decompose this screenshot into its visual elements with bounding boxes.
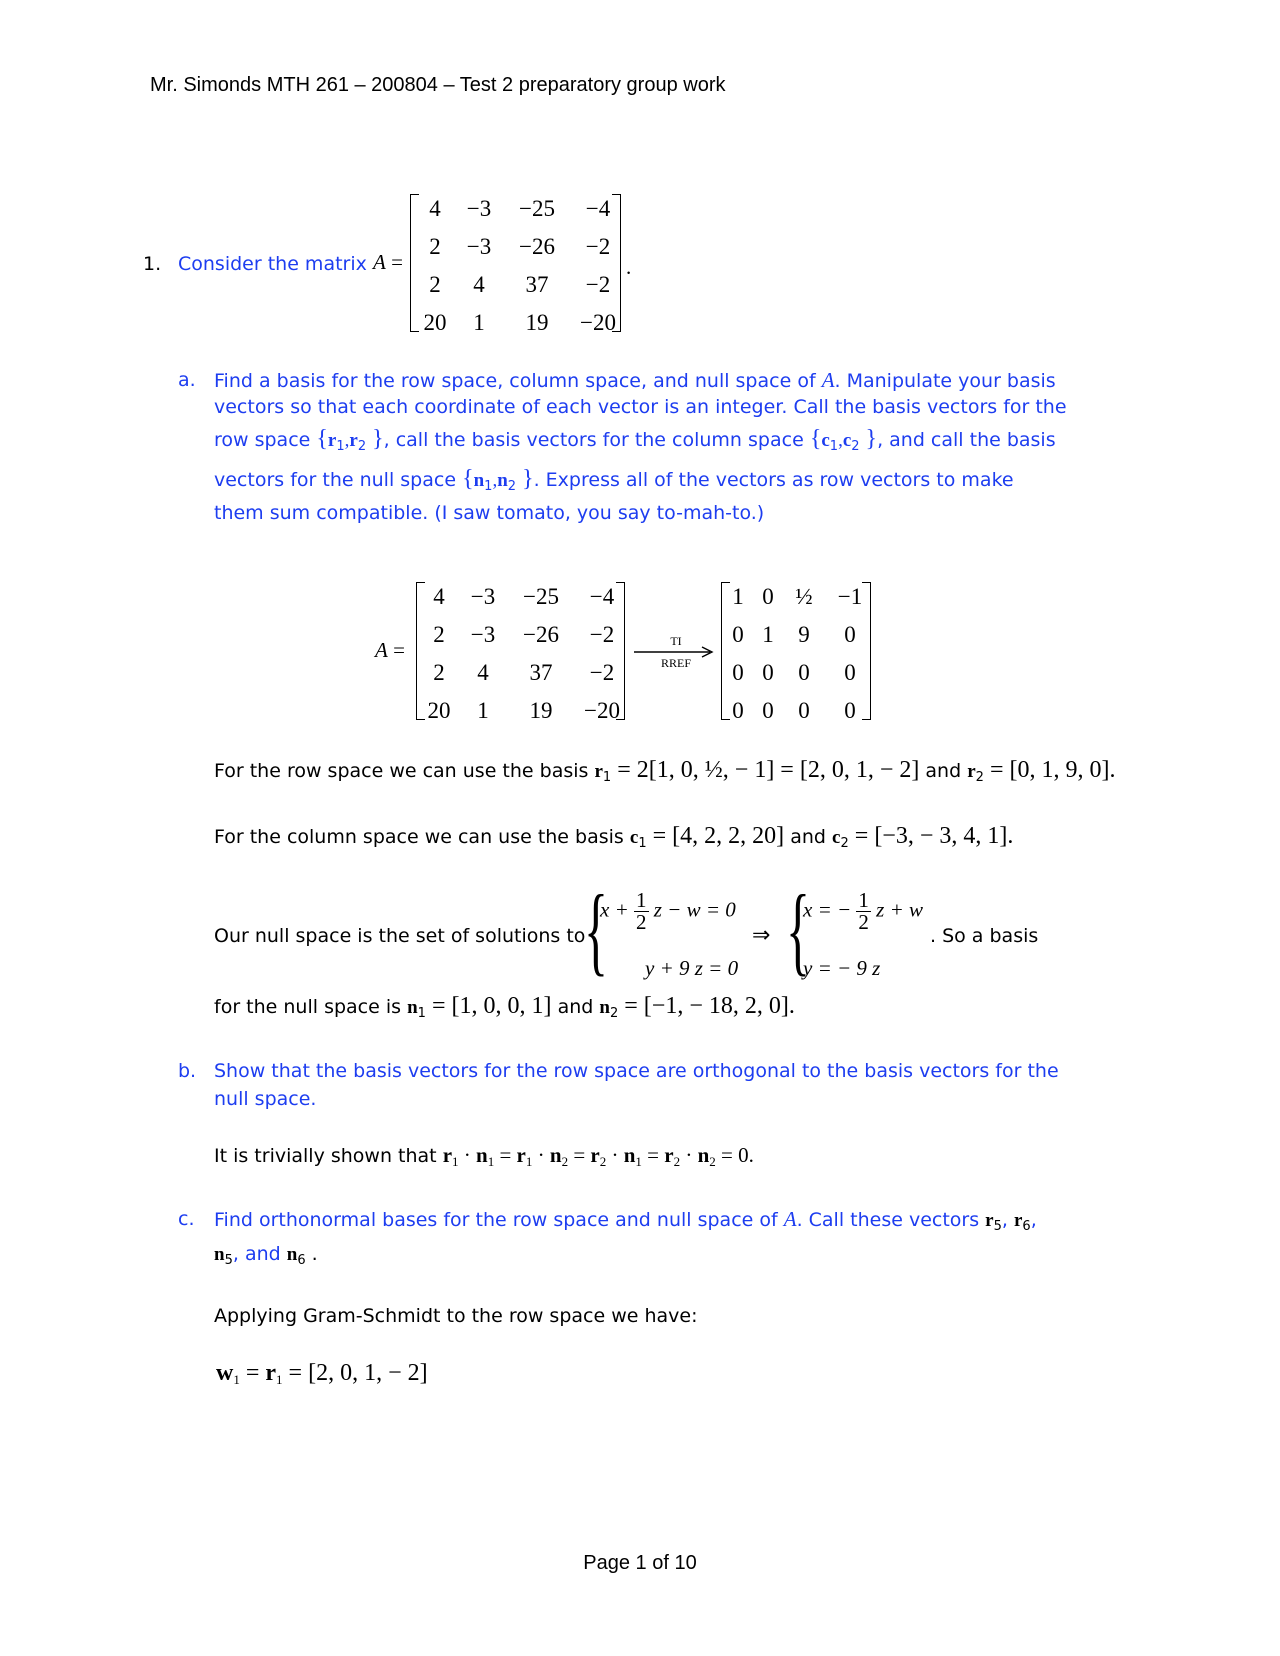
rref-cell-1-2: 9: [798, 622, 810, 647]
matrix-a-copy-cell-0-1: −3: [470, 584, 496, 609]
system-equation-1: x + $\frac{1}{2}$ z − w = 0: [600, 888, 736, 934]
part-a-line2: vectors so that each coordinate of each vector is an integer. Call the basis vectors for the: [214, 396, 1067, 418]
matrix-a-copy-cell-2-0: 2: [433, 660, 445, 685]
page-footer: Page 1 of 10: [583, 1552, 697, 1574]
matrix-a-copy-cell-2-3: −2: [589, 660, 615, 685]
rref-cell-3-3: 0: [844, 698, 856, 723]
matrix2-bracket-right: [616, 582, 625, 720]
rref-bracket-right: [862, 582, 871, 720]
matrix-a-cell-3-0: 20: [423, 310, 447, 335]
matrix-a-copy-cell-0-0: 4: [433, 584, 445, 609]
part-a-line5: them sum compatible. (I saw tomato, you say to-mah-to.): [214, 502, 765, 524]
rref-cell-3-1: 0: [762, 698, 774, 723]
matrix-a-cell-0-0: 4: [429, 196, 441, 221]
problem-lead: Consider the matrix: [178, 253, 367, 275]
rref-cell-0-1: 0: [762, 584, 774, 609]
matrix-bracket-left: [410, 194, 419, 332]
matrix-a-cell-0-2: −25: [519, 196, 555, 221]
rref-cell-3-0: 0: [732, 698, 744, 723]
matrix-a-cell-0-1: −3: [466, 196, 492, 221]
matrix-a-copy-cell-3-1: 1: [477, 698, 489, 723]
solution-brace-left: {: [786, 874, 810, 985]
orthogonality-line: It is trivially shown that $r_1 \cdot n_1 = r_1 \cdot n_2 = r_2 \cdot n_1 = r_2 \cdot n_2 = 0$.: [214, 1143, 754, 1169]
matrix-a-copy-cell-3-0: 20: [427, 698, 451, 723]
matrix-a-copy-cell-1-0: 2: [433, 622, 445, 647]
system-equation-2: y + 9 z = 0: [645, 956, 739, 980]
rref-cell-2-1: 0: [762, 660, 774, 685]
so-a-basis: . So a basis: [930, 925, 1039, 947]
page-header: Mr. Simonds MTH 261 – 200804 – Test 2 preparatory group work: [150, 74, 726, 96]
matrix-a-cell-3-1: 1: [473, 310, 485, 335]
part-b-line2: null space.: [214, 1088, 317, 1110]
part-a-label: a.: [178, 369, 196, 391]
matrix-a-cell-2-2: 37: [525, 272, 549, 297]
matrix-A-copy: [424, 578, 634, 730]
rref-cell-0-0: 1: [732, 584, 744, 609]
matrix-a-copy-cell-0-2: −25: [523, 584, 559, 609]
matrix-a-cell-0-3: −4: [585, 196, 611, 221]
matrix-a-cell-1-3: −2: [585, 234, 611, 259]
row-space-line: For the row space we can use the basis $r_1 = 2[1$, 0, ½, − 1] = [2, 0, 1, − 2] and $r_2 = [0$, 1, 9, 0].: [214, 757, 1116, 785]
matrix-a-cell-2-3: −2: [585, 272, 611, 297]
part-b-line1: Show that the basis vectors for the row space are orthogonal to the basis vectors for the: [214, 1060, 1059, 1082]
solution-equation-2: y = − 9 z: [803, 956, 881, 980]
matrix-a-cell-3-2: 19: [525, 310, 549, 335]
matrix-bracket-right: [612, 194, 621, 332]
matrix-A: [420, 190, 630, 342]
rref-matrix: [724, 578, 876, 730]
column-space-line: For the column space we can use the basis $c_1 = [4$, 2, 2, 20] and $c_2 = [-3$, − 3, 4, 1].: [214, 823, 1014, 851]
rref-cell-1-1: 1: [762, 622, 774, 647]
null-space-text: Our null space is the set of solutions to: [214, 925, 586, 947]
matrix-a-copy-cell-0-3: −4: [589, 584, 615, 609]
matrix-a-copy-cell-2-2: 37: [529, 660, 553, 685]
matrix-a-cell-1-1: −3: [466, 234, 492, 259]
part-a-line1: Find a basis for the row space, column space, and null space of A. Manipulate your basis: [214, 368, 1056, 392]
matrix-a-cell-1-0: 2: [429, 234, 441, 259]
arrow-top-label: TI: [670, 634, 682, 648]
rref-cell-2-3: 0: [844, 660, 856, 685]
rref-cell-2-0: 0: [732, 660, 744, 685]
matrix-a-copy-cell-2-1: 4: [477, 660, 489, 685]
matrix-a-cell-3-3: −20: [580, 310, 616, 335]
matrix-a-copy-cell-1-2: −26: [523, 622, 559, 647]
rref-cell-3-2: 0: [798, 698, 810, 723]
part-a-line4: vectors for the null space {$n_1,n_2$ }. Express all of the vectors as row vectors to make: [214, 466, 1014, 494]
matrix-a-copy-cell-1-1: −3: [470, 622, 496, 647]
rref-cell-2-2: 0: [798, 660, 810, 685]
arrow-bottom-label: RREF: [660, 656, 691, 670]
rref-cell-0-3: −1: [837, 584, 863, 609]
rref-cell-1-3: 0: [844, 622, 856, 647]
A-label-2: A =: [375, 638, 405, 662]
matrix-label: A =: [373, 250, 403, 274]
matrix-a-copy-cell-1-3: −2: [589, 622, 615, 647]
matrix-a-copy-cell-3-2: 19: [529, 698, 553, 723]
part-a-line3: row space {$r_1,r_2$ }, call the basis vectors for the column space {$c_1,c_2$ }, and call the basis: [214, 426, 1056, 454]
matrix-a-cell-1-2: −26: [519, 234, 555, 259]
matrix-a-copy-cell-3-3: −20: [584, 698, 620, 723]
matrix-a-cell-2-0: 2: [429, 272, 441, 297]
part-c-label: c.: [178, 1208, 195, 1230]
implies-icon: ⇒: [752, 922, 771, 947]
part-c-line1: Find orthonormal bases for the row space and null space of A. Call these vectors $r_5$, $r_6$,: [214, 1207, 1037, 1234]
solution-equation-1: x = − $\frac{1}{2}$ z + w: [803, 888, 924, 934]
matrix-a-cell-2-1: 4: [473, 272, 485, 297]
problem-number: 1.: [143, 253, 162, 275]
system-brace-left: {: [584, 874, 608, 985]
matrix-period: .: [626, 255, 632, 279]
gram-schmidt-text: Applying Gram-Schmidt to the row space we have:: [214, 1305, 698, 1327]
rref-cell-0-2: ½: [795, 584, 813, 609]
rref-cell-1-0: 0: [732, 622, 744, 647]
part-b-label: b.: [178, 1060, 197, 1082]
w1-equation: $w_1 = r_1 = [2$, 0, 1, − 2]: [216, 1360, 428, 1387]
part-c-line2: $n_5$, and $n_6$ .: [214, 1243, 318, 1268]
null-basis-line: for the null space is $n_1 = [1$, 0, 0, 1] and $n_2 = [-1$, − 18, 2, 0].: [214, 993, 795, 1021]
